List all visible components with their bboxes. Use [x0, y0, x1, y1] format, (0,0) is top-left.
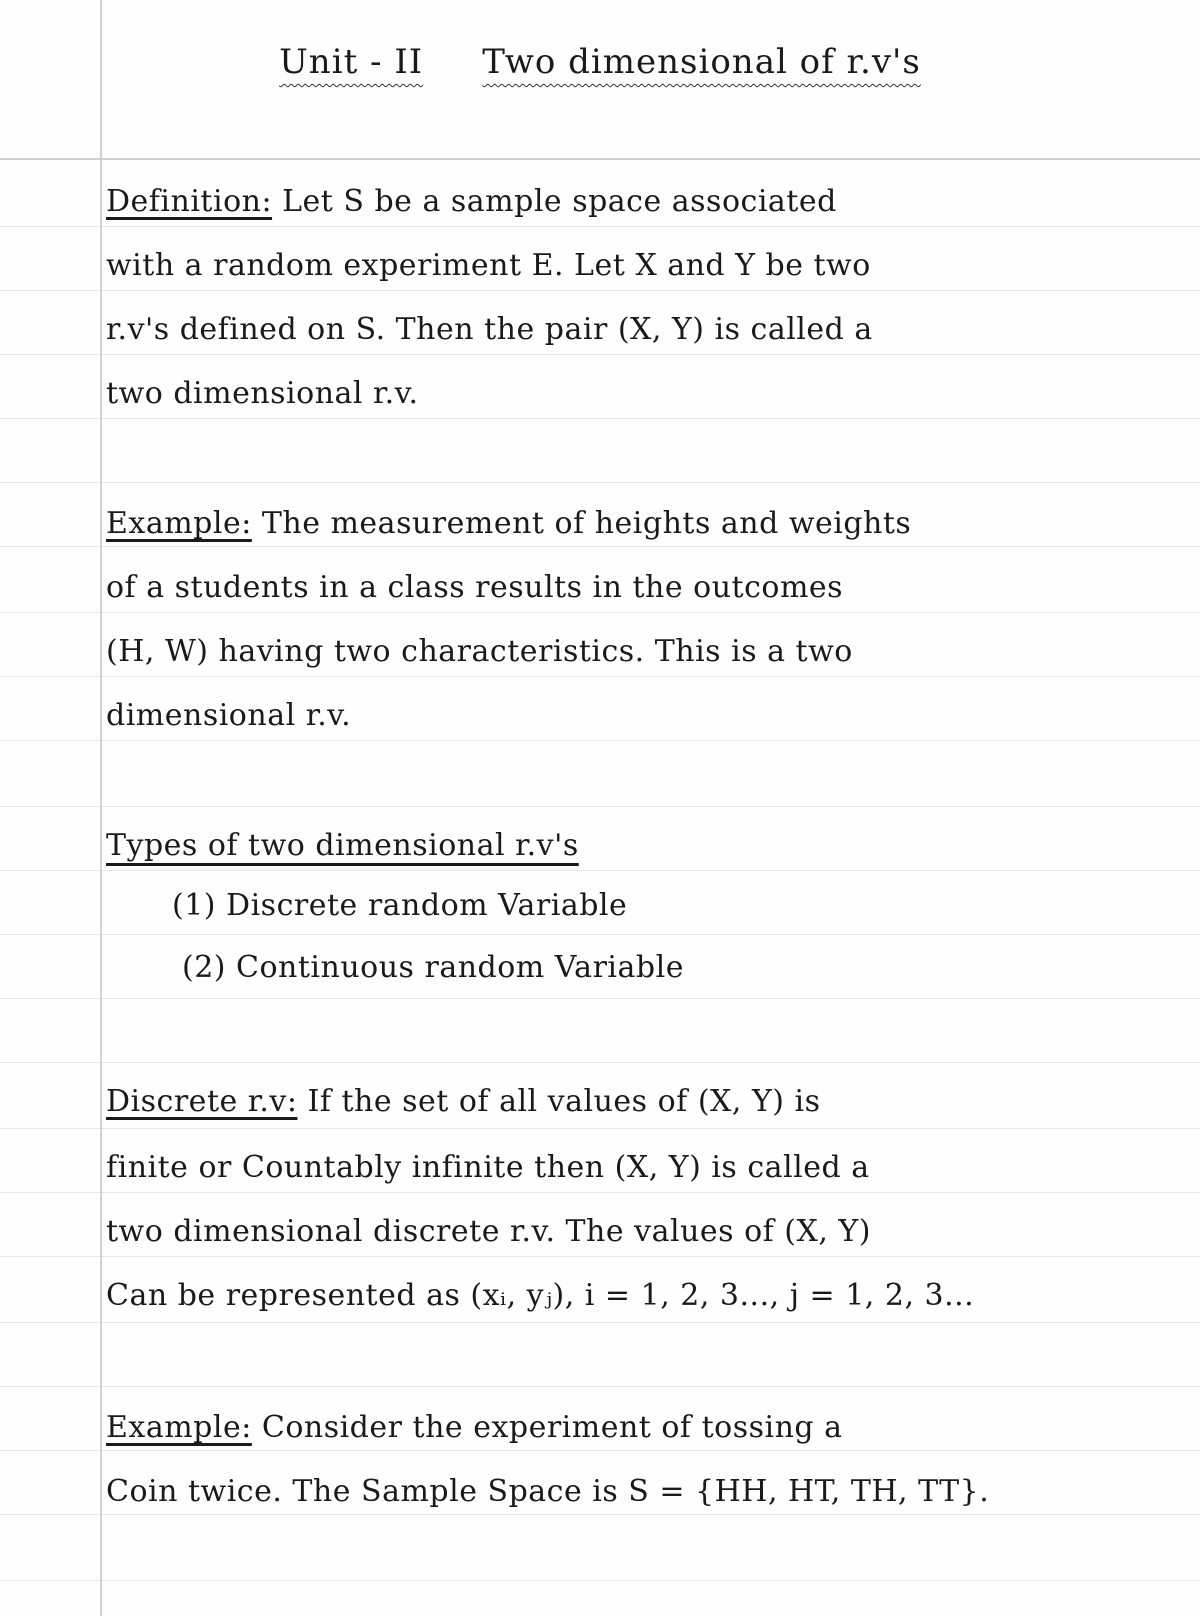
discrete-label: Discrete r.v:	[106, 1084, 298, 1119]
example1-line-1	[106, 504, 911, 544]
definition-line-4: two dimensional r.v.	[106, 376, 419, 411]
margin-line	[100, 0, 102, 1616]
ruled-line	[0, 1192, 1200, 1193]
example2-line-1	[106, 1408, 843, 1448]
example1-line-3: (H, W) having two characteristics. This is a two	[106, 634, 853, 669]
definition-line-1	[106, 182, 837, 222]
definition-text-1: Let S be a sample space associated	[282, 184, 837, 219]
title-heading: Two dimensional of r.v's	[482, 42, 921, 82]
ruled-line	[0, 1062, 1200, 1063]
ruled-line	[0, 1128, 1200, 1129]
definition-label: Definition:	[106, 184, 273, 219]
ruled-line	[0, 934, 1200, 935]
example2-label: Example:	[106, 1410, 252, 1445]
ruled-line	[0, 1322, 1200, 1323]
ruled-line	[0, 1256, 1200, 1257]
discrete-line-2: finite or Countably infinite then (X, Y) is called a	[106, 1150, 870, 1185]
types-item-1: (1) Discrete random Variable	[172, 888, 628, 923]
definition-line-2: with a random experiment E. Let X and Y be two	[106, 248, 871, 283]
types-item-2: (2) Continuous random Variable	[182, 950, 684, 985]
unit-label: Unit - II	[279, 42, 424, 82]
discrete-line-4: Can be represented as (xᵢ, yⱼ), i = 1, 2, 3..., j = 1, 2, 3...	[106, 1278, 975, 1313]
types-heading	[106, 826, 579, 866]
ruled-line	[0, 546, 1200, 547]
ruled-line	[0, 806, 1200, 807]
ruled-line	[0, 482, 1200, 483]
header-rule	[0, 158, 1200, 160]
ruled-line	[0, 1580, 1200, 1581]
ruled-line	[0, 1514, 1200, 1515]
example1-line-2: of a students in a class results in the outcomes	[106, 570, 844, 605]
ruled-line	[0, 998, 1200, 999]
ruled-line	[0, 612, 1200, 613]
example2-line-2: Coin twice. The Sample Space is S = {HH, HT, TH, TT}.	[106, 1474, 990, 1509]
example1-line-4: dimensional r.v.	[106, 698, 352, 733]
ruled-line	[0, 354, 1200, 355]
ruled-line	[0, 740, 1200, 741]
types-heading-text: Types of two dimensional r.v's	[106, 828, 579, 863]
ruled-line	[0, 290, 1200, 291]
page-title	[0, 40, 1200, 84]
definition-line-3: r.v's defined on S. Then the pair (X, Y) is called a	[106, 312, 873, 347]
discrete-line-3: two dimensional discrete r.v. The values of (X, Y)	[106, 1214, 871, 1249]
ruled-line	[0, 1450, 1200, 1451]
example2-text-1: Consider the experiment of tossing a	[261, 1410, 843, 1445]
example1-label: Example:	[106, 506, 252, 541]
example1-text-1: The measurement of heights and weights	[261, 506, 912, 541]
discrete-line-1	[106, 1082, 821, 1122]
ruled-line	[0, 226, 1200, 227]
ruled-line	[0, 870, 1200, 871]
discrete-text-1: If the set of all values of (X, Y) is	[307, 1084, 821, 1119]
ruled-line	[0, 418, 1200, 419]
ruled-line	[0, 1386, 1200, 1387]
ruled-line	[0, 676, 1200, 677]
